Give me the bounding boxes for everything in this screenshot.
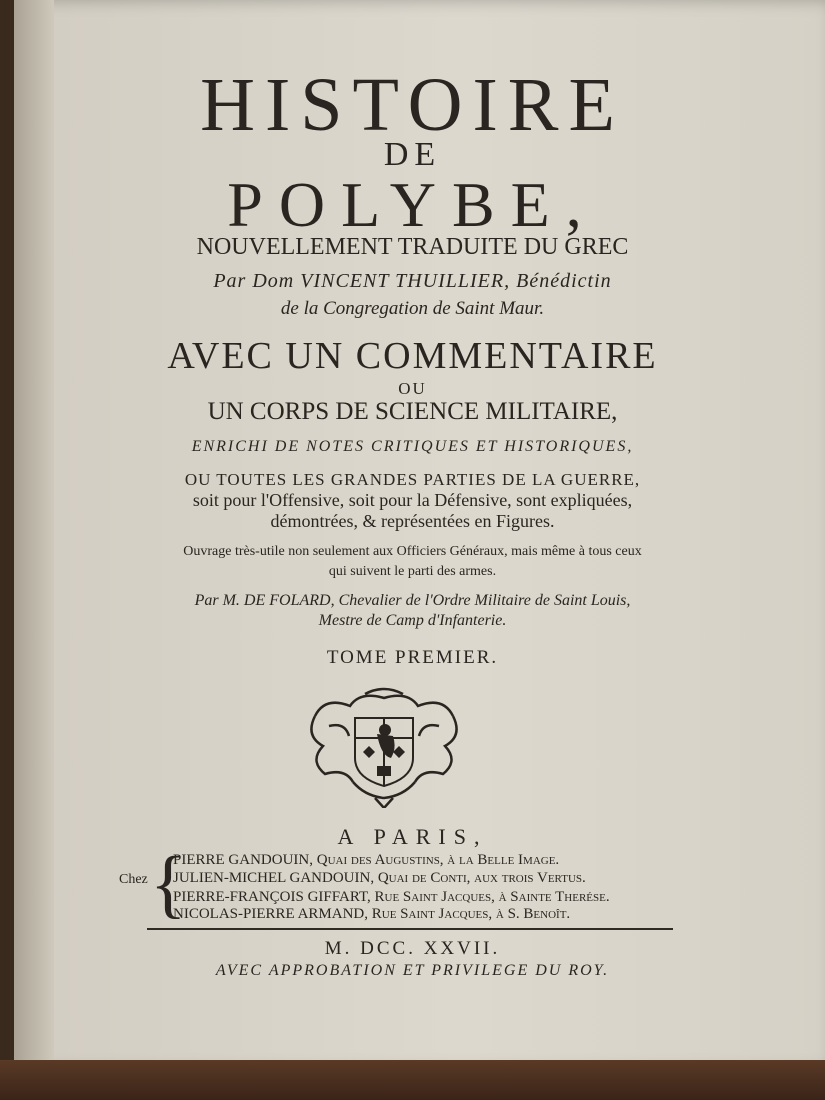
title-histoire: HISTOIRE xyxy=(200,63,625,147)
enrichi-line: ENRICHI DE NOTES CRITIQUES ET HISTORIQUES, xyxy=(191,438,634,455)
author-line-2: Mestre de Camp d'Infanterie. xyxy=(318,612,507,629)
printer-ornament-vignette xyxy=(305,686,463,808)
description-line-2: soit pour l'Offensive, soit pour la Défensive, sont expliquées, xyxy=(192,490,633,510)
chez-label: Chez xyxy=(119,872,148,887)
tome-heading: TOME PREMIER. xyxy=(326,647,499,668)
table-surface xyxy=(0,1060,825,1100)
publisher-line-1: PIERRE GANDOUIN, Quai des Augustins, à la Belle Image. xyxy=(173,852,560,868)
corps-heading: UN CORPS DE SCIENCE MILITAIRE, xyxy=(207,398,618,425)
publisher-line-3: PIERRE-FRANÇOIS GIFFART, Rue Saint Jacques, à Sainte Therése. xyxy=(173,889,610,905)
description-line-1: OU TOUTES LES GRANDES PARTIES DE LA GUERRE, xyxy=(184,470,641,489)
author-line-1: Par M. DE FOLARD, Chevalier de l'Ordre Militaire de Saint Louis, xyxy=(194,592,631,609)
ouvrage-line-1: Ouvrage très-utile non seulement aux Officiers Généraux, mais même à tous ceux xyxy=(183,544,642,559)
privilege-line: AVEC APPROBATION ET PRIVILEGE DU ROY. xyxy=(215,962,610,979)
publication-year: M. DCC. XXVII. xyxy=(324,938,501,959)
publisher-line-2: JULIEN-MICHEL GANDOUIN, Quai de Conti, aux trois Vertus. xyxy=(173,870,586,886)
ou-text: OU xyxy=(398,379,427,398)
publishers-brace: { xyxy=(150,842,187,926)
commentary-heading: AVEC UN COMMENTAIRE xyxy=(167,335,658,377)
translator-line-1: Par Dom VINCENT THUILLIER, Bénédictin xyxy=(213,270,612,292)
title-de: DE xyxy=(383,136,442,173)
divider-rule xyxy=(147,928,673,930)
subtitle: NOUVELLEMENT TRADUITE DU GREC xyxy=(196,234,629,260)
imprint-place: A PARIS, xyxy=(337,824,488,849)
ouvrage-line-2: qui suivent le parti des armes. xyxy=(328,564,497,579)
description-line-3: démontrées, & représentées en Figures. xyxy=(270,511,555,531)
translator-line-2: de la Congregation de Saint Maur. xyxy=(280,298,545,319)
publisher-line-4: NICOLAS-PIERRE ARMAND, Rue Saint Jacques, à S. Benoît. xyxy=(173,906,571,922)
title-polybe: POLYBE, xyxy=(227,169,598,240)
